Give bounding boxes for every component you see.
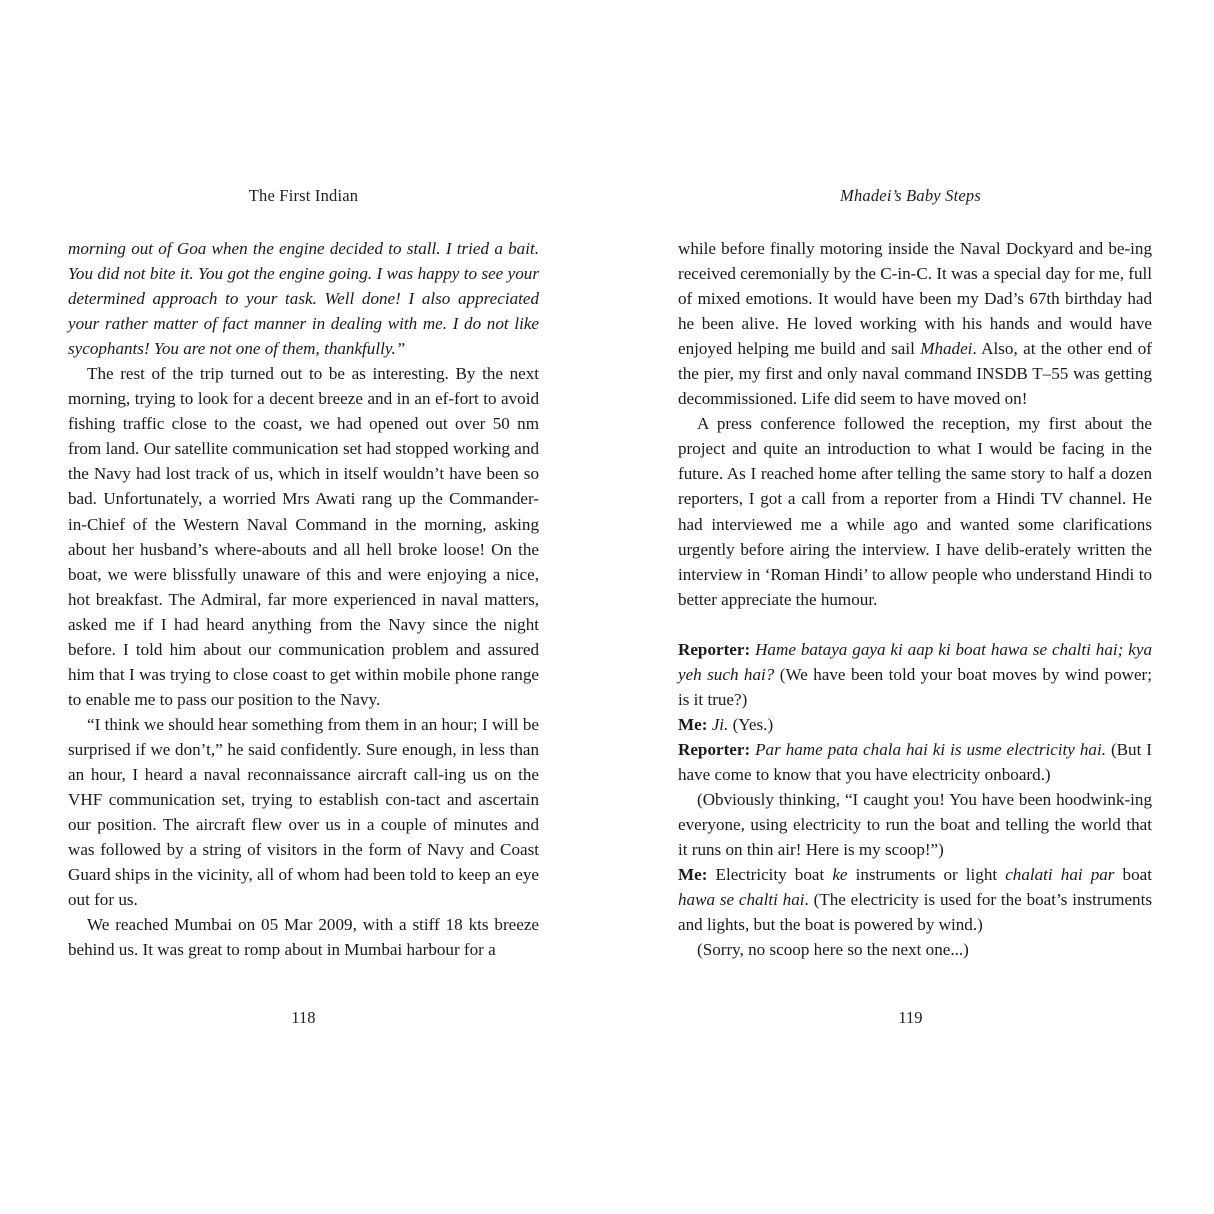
paragraph-reached-mumbai: We reached Mumbai on 05 Mar 2009, with a stiff 18 kts breeze behind us. It was great to romp about in Mumbai harbour for a [68,915,539,960]
paragraph-press-conference: A press conference followed the reception, my first about the project and quite an introduction to what I would be facing in the future. As I reached home after telling the same story to half a dozen reporters, I got a call from a reporter from a Hindi TV channel. He had interviewed me a while ago and wanted some clarifications urgently before airing the interview. I have delib-​erately written the interview in ‘Roman Hindi’ to allow people who understand Hindi to better appreciate the humour. [678,414,1152,609]
interview-line-reporter-2: Reporter: Par hame pata chala hai ki is usme electricity hai. (But I have come to know that you have electricity onboard.) [678,739,1152,784]
page-number-right: 119 [898,1008,923,1027]
paragraph-naval-dockyard: while before finally motoring inside the Naval Dockyard and be-​ing received ceremonially by the C-in-C. It was a special day for me, full of mixed emotions. It would have been my Dad’s 67th birthday had he been alive. He loved working with his hands and would have enjoyed helping me build and sail Mhadei. Also, at the other end of the pier, my first and only naval command INSDB T–55 was getting decommissioned. Life did seem to have moved on! [678,239,1152,409]
paragraph-italic-letter: morning out of Goa when the engine decided to stall. I tried a bait. You did not bite it. You got the engine going. I was happy to see your determined approach to your task. Well done! I also appreciated your rather matter of fact manner in dealing with me. I do not like sycophants! You are not one of them, thankfully.” [68,239,539,359]
interview-line-me-2: Me: Electricity boat ke instruments or light chalati hai par boat hawa se chalti hai. (The electricity is used for the boat’s instruments and lights, but the boat is powered by wind.) [678,865,1152,935]
running-head-right: Mhadei’s Baby Steps [840,186,981,205]
running-head-left: The First Indian [248,186,359,205]
interview-aside-no-scoop: (Sorry, no scoop here so the next one...) [697,940,969,960]
interview-line-me-1: Me: Ji. (Yes.) [678,714,774,734]
interview-line-reporter-1: Reporter: Hame bataya gaya ki aap ki boat hawa se chalti hai; kya yeh such hai? (We have been told your boat moves by wind power; is it true?) [678,639,1152,709]
page-right [607,0,1214,1214]
page-number-left: 118 [291,1008,316,1027]
paragraph-rest-of-trip: The rest of the trip turned out to be as interesting. By the next morning, trying to look for a decent breeze and in an ef-​fort to avoid fishing traffic close to the coast, we had opened out over 50 nm from land. Our satellite communication set had stopped working and the Navy had lost track of us, which in itself wouldn’t have been so bad. Unfortunately, a worried Mrs Awati rang up the Commander-​in-Chief of the Western Naval Command in the morning, asking about her husband’s where-​abouts and all hell broke loose! On the boat, we were blissfully unaware of this and were enjoying a nice, hot breakfast. The Admiral, far more experienced in naval matters, asked me if I had heard anything from the Navy since the night before. I told him about our communication problem and assured him that I was trying to close coast to get within mobile phone range to enable me to pass our position to the Navy. [68,364,539,709]
body-text-left [68,236,539,962]
paragraph-i-think-we-should-hear: “I think we should hear something from them in an hour; I will be surprised if we don’t,” he said confidently. Sure enough, in less than an hour, I heard a naval reconnaissance aircraft call-​ing us on the VHF communication set, trying to establish con-​tact and ascertain our position. The aircraft flew over us in a couple of minutes and was followed by a string of visitors in the form of Navy and Coast Guard ships in the vicinity, all of whom had been told to keep an eye out for us. [68,714,539,910]
body-text-right [678,236,1152,962]
interview-aside-obviously-thinking: (Obviously thinking, “I caught you! You have been hoodwink-​ing everyone, using electricity to run the boat and telling the world that it runs on thin air! Here is my scoop!”) [678,789,1152,860]
